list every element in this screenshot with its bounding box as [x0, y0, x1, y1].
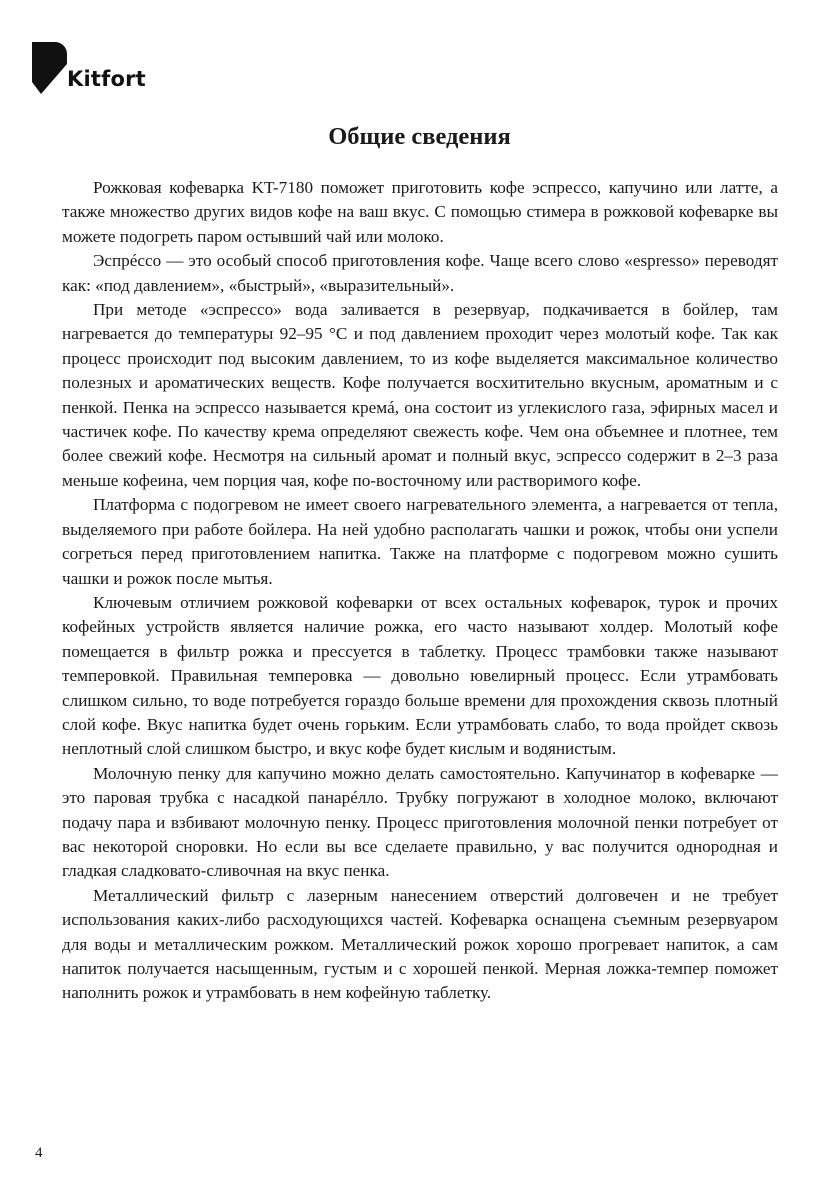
paragraph: Металлический фильтр с лазерным нанесением отверстий долговечен и не требует использования каких-либо расходующихся частей. Кофеварка оснащена съемным резервуаром для воды и металлическим рожком. Металлический рожок хорошо прогревает напиток, а сам напиток получается насыщенным, густым и с хорошей пенкой. Мерная ложка-темпер поможет наполнить рожок и утрамбовать в нем кофейную таблетку. — [62, 885, 778, 1003]
paragraph: Молочную пенку для капучино можно делать самостоятельно. Капучинатор в кофеварке — это паровая трубка с насадкой панарéлло. Трубку погружают в холодное молоко, включают подачу пара и взбивают молочную пенку. Процесс приготовления молочной пенки потребует от вас некоторой сноровки. Но если вы все сделаете правильно, у вас получится однородная и гладкая сладковато-сливочная на вкус пенка. — [62, 763, 778, 881]
paragraph: Рожковая кофеварка KT-7180 поможет приготовить кофе эспрессо, капучино или латте, а также множество других видов кофе на ваш вкус. С помощью стимера в рожковой кофеварке вы можете подогреть паром остывший чай или молоко. — [62, 178, 778, 246]
page-title: Общие сведения — [328, 123, 511, 150]
body-text — [62, 176, 778, 1006]
paragraph: Платформа с подогревом не имеет своего нагревательного элемента, а нагревается от тепла, выделяемого при работе бойлера. На ней удобно располагать чашки и рожок, чтобы они успели согреться перед приготовлением напитка. Также на платформе с подогревом можно сушить чашки и рожок после мытья. — [62, 495, 778, 588]
kitfort-logo-icon — [31, 42, 67, 94]
brand-logo — [31, 42, 151, 98]
page-number: 4 — [35, 1145, 43, 1161]
paragraph: Ключевым отличием рожковой кофеварки от всех остальных кофеварок, турок и прочих кофейных устройств является наличие рожка, его часто называют холдер. Молотый кофе помещается в фильтр рожка и прессуется в таблетку. Процесс трамбовки также называют темперовкой. Правильная темперовка — довольно ювелирный процесс. Если утрамбовать слишком сильно, то воде потребуется гораздо больше времени для прохождения сквозь плотный слой кофе. Вкус напитка будет очень горьким. Если утрамбовать слабо, то вода пройдет сквозь неплотный слой слишком быстро, и вкус кофе будет кислым и водянистым. — [62, 592, 778, 759]
paragraph: Эспрéссо — это особый способ приготовления кофе. Чаще всего слово «espresso» переводят как: «под давлением», «быстрый», «выразительный». — [62, 251, 778, 295]
paragraph: При методе «эспрессо» вода заливается в резервуар, подкачивается в бойлер, там нагревается до температуры 92–95 °С и под давлением проходит через молотый кофе. Так как процесс происходит под высоким давлением, то из кофе выделяется максимальное количество полезных и ароматических веществ. Кофе получается восхитительно вкусным, ароматным и с пенкой. Пенка на эспрессо называется кремá, она состоит из углекислого газа, эфирных масел и частичек кофе. По качеству крема определяют свежесть кофе. Чем она объемнее и плотнее, тем более свежий кофе. Несмотря на сильный аромат и полный вкус, эспрессо содержит в 2–3 раза меньше кофеина, чем порция чая, кофе по-восточному или растворимого кофе. — [62, 300, 778, 490]
brand-name: Kitfort — [67, 67, 146, 91]
